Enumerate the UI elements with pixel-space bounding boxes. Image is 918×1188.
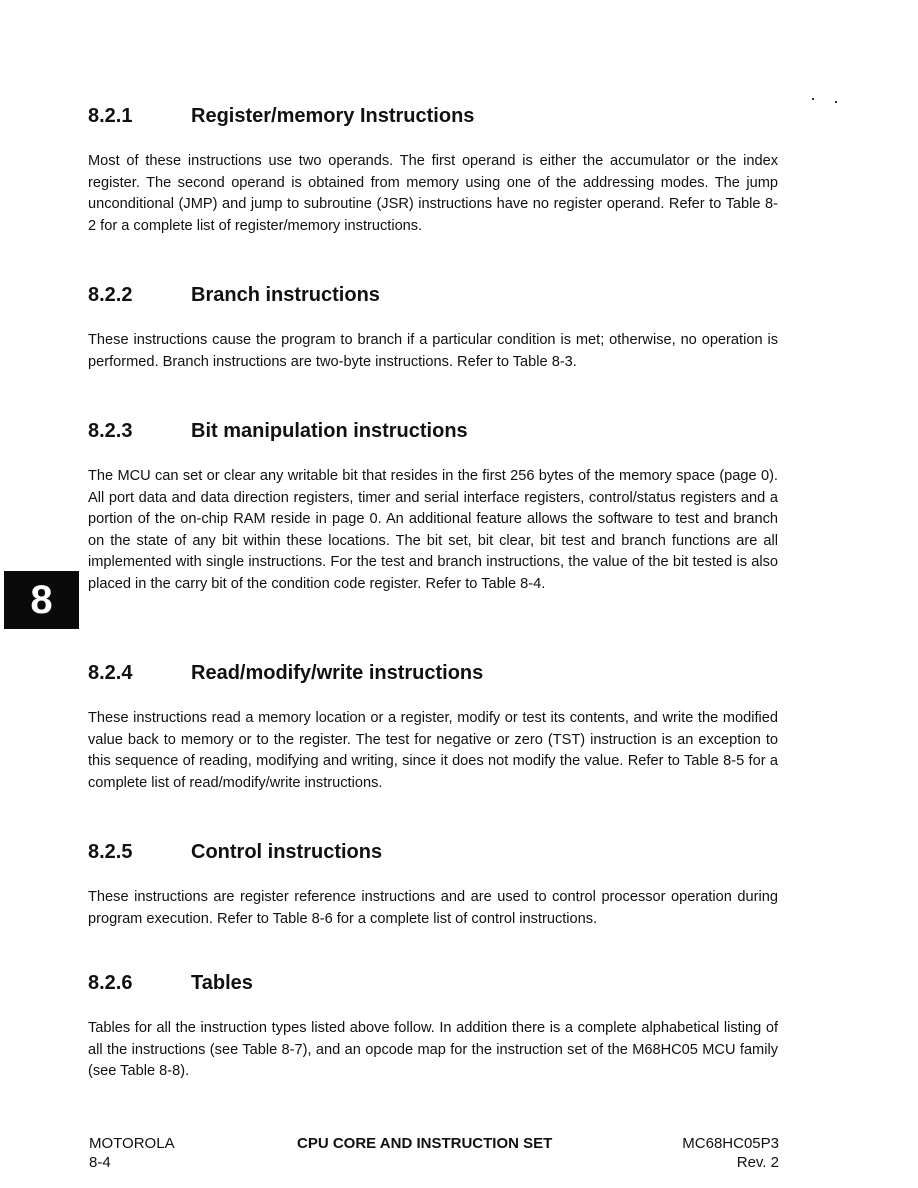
- footer-revision: Rev. 2: [736, 1154, 779, 1171]
- section-title: Read/modify/write instructions: [191, 662, 484, 684]
- section-heading: [88, 971, 778, 995]
- section-8-2-1: [88, 104, 778, 237]
- section-number: 8.2.5: [88, 841, 133, 863]
- footer-right: [682, 1134, 779, 1172]
- section-heading: [88, 661, 778, 685]
- section-8-2-5: [88, 840, 778, 930]
- section-number: 8.2.4: [88, 662, 133, 684]
- section-paragraph: These instructions read a memory location or a register, modify or test its contents, and write the modified value back to memory or to the register. The test for negative or zero (TST) instruction is an exception to this sequence of reading, modifying and writing, since it does not modify the value. Refer to Table 8-5 for a complete list of read/modify/write instructions.: [88, 710, 778, 791]
- section-8-2-3: [88, 419, 778, 595]
- section-number: 8.2.6: [88, 972, 133, 994]
- scan-speck: [812, 98, 814, 100]
- section-8-2-6: [88, 971, 778, 1083]
- section-8-2-2: [88, 283, 778, 373]
- section-heading: [88, 104, 778, 128]
- section-paragraph: The MCU can set or clear any writable bit that resides in the first 256 bytes of the memory space (page 0). All port data and data direction registers, timer and serial interface registers, control/status registers and a portion of the on-chip RAM reside in page 0. An additional feature allows the software to test and branch on the state of any bit within these locations. The bit set, bit clear, bit test and branch functions are all implemented with single instructions. For the test and branch instructions, the value of the bit tested is also placed in the carry bit of the condition code register. Refer to Table 8-4.: [88, 468, 778, 592]
- section-number: 8.2.1: [88, 105, 133, 127]
- section-heading: [88, 283, 778, 307]
- footer-page-number: 8-4: [89, 1154, 111, 1171]
- chapter-tab: 8: [4, 571, 79, 629]
- footer-document-id: MC68HC05P3: [682, 1135, 779, 1152]
- section-number: 8.2.3: [88, 420, 133, 442]
- section-title: Branch instructions: [191, 284, 380, 306]
- section-paragraph: These instructions are register reference instructions and are used to control processor operation during program execution. Refer to Table 8-6 for a complete list of control instructions.: [88, 889, 778, 927]
- footer-company: MOTOROLA: [89, 1135, 175, 1152]
- section-title: Bit manipulation instructions: [191, 420, 468, 442]
- footer-chapter-title: CPU CORE AND INSTRUCTION SET: [297, 1135, 553, 1152]
- footer-left: [89, 1134, 175, 1172]
- section-paragraph: Most of these instructions use two operands. The first operand is either the accumulator or the index register. The second operand is obtained from memory using one of the addressing modes. The jump unconditional (JMP) and jump to subroutine (JSR) instructions have no register operand. Refer to Table 8-2 for a complete list of register/memory instructions.: [88, 153, 778, 234]
- section-paragraph: These instructions cause the program to branch if a particular condition is met; otherwise, no operation is performed. Branch instructions are two-byte instructions. Refer to Table 8-3.: [88, 332, 778, 370]
- section-8-2-4: [88, 661, 778, 794]
- section-title: Register/memory Instructions: [191, 105, 475, 127]
- section-title: Tables: [191, 972, 253, 994]
- section-title: Control instructions: [191, 841, 383, 863]
- section-paragraph: Tables for all the instruction types listed above follow. In addition there is a complete alphabetical listing of all the instructions (see Table 8-7), and an opcode map for the instruction set of the M68HC05 MCU family (see Table 8-8).: [88, 1020, 778, 1079]
- section-heading: [88, 419, 778, 443]
- section-heading: [88, 840, 778, 864]
- scan-speck: [835, 101, 837, 103]
- section-number: 8.2.2: [88, 284, 133, 306]
